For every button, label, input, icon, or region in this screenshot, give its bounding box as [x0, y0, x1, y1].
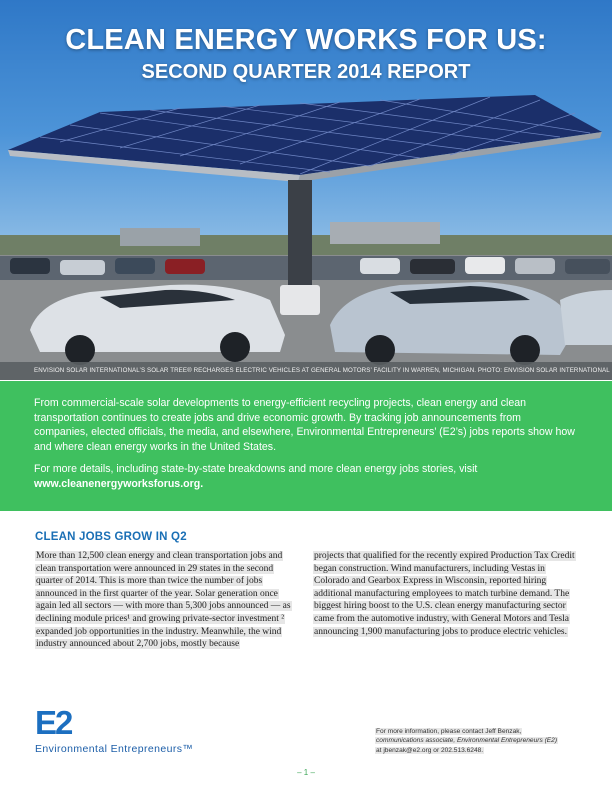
- e2-logo-text: Environmental Entrepreneurs™: [35, 743, 194, 755]
- solar-canopy: [8, 95, 602, 182]
- body-column-right: [313, 550, 575, 638]
- e2-logo: [35, 704, 194, 755]
- electric-car: [330, 282, 570, 365]
- website-link[interactable]: www.cleanenergyworksforus.org.: [34, 477, 204, 490]
- details-text: For more details, including state-by-state breakdowns and more clean energy jobs stories, visit: [34, 463, 478, 476]
- page-number: – 1 –: [297, 768, 315, 777]
- intro-paragraph: From commercial-scale solar developments to energy-efficient recycling projects, clean energy and clean transportation continues to create jobs and drive economic growth. By tracking job announcements from companies, elected officials, the media, and elsewhere, Environmental Entrepreneurs’ (E2’s) jobs reports show how and where clean energy works in the United States.: [34, 397, 575, 453]
- details-paragraph: [34, 462, 578, 491]
- building: [330, 222, 440, 244]
- building: [120, 228, 200, 246]
- body-text-left: More than 12,500 clean energy and clean transportation jobs and clean transportation were announced in 29 states in the second quarter of 2014. This is more than twice the number of jobs announced in the first quarter of the year. Solar generation once again led all sectors — with more than 5,300 jobs announced — as declining module prices¹ and growing private-sector investment ² expanded job opportunities in the industry. Meanwhile, the wind industry announced about 2,700 jobs, mostly because: [36, 551, 291, 650]
- body-column-left: [35, 550, 297, 651]
- charging-station: [280, 285, 320, 315]
- report-title: CLEAN ENERGY WORKS FOR US:: [65, 24, 547, 56]
- contact-line: For more information, please contact Jeff Benzak,: [376, 728, 522, 735]
- e2-logo-mark: E2: [35, 704, 72, 741]
- contact-line: at jbenzak@e2.org or 202.513.6248.: [376, 746, 484, 754]
- body-text-right: projects that qualified for the recently expired Production Tax Credit began construction. Wind manufacturers, including Vestas in Colorado and Gearbox Express in Wisconsin, reported hiring additional manufacturing employees to match turbine demand. The biggest hiring boost to the U.S. clean energy manufacturing sector came from the automotive industry, with General Motors and Tesla announcing 1,900 manufacturing jobs to produce electric vehicles.: [314, 551, 575, 637]
- electric-car: [560, 290, 612, 345]
- section-heading: CLEAN JOBS GROW IN Q2: [35, 531, 187, 543]
- contact-info: [375, 727, 585, 755]
- contact-line: communications associate, Environmental Entrepreneurs (E2): [376, 737, 558, 745]
- report-subtitle: SECOND QUARTER 2014 REPORT: [141, 61, 471, 83]
- solar-tree-photo: [0, 0, 612, 380]
- hero-photo: [0, 0, 612, 380]
- photo-caption: ENVISION SOLAR INTERNATIONAL’S SOLAR TREE® RECHARGES ELECTRIC VEHICLES AT GENERAL MOTORS’ FACILITY IN WARREN, MICHIGAN. PHOTO: ENVISION SOLAR INTERNATIONAL: [34, 367, 610, 374]
- intro-band: [0, 381, 612, 511]
